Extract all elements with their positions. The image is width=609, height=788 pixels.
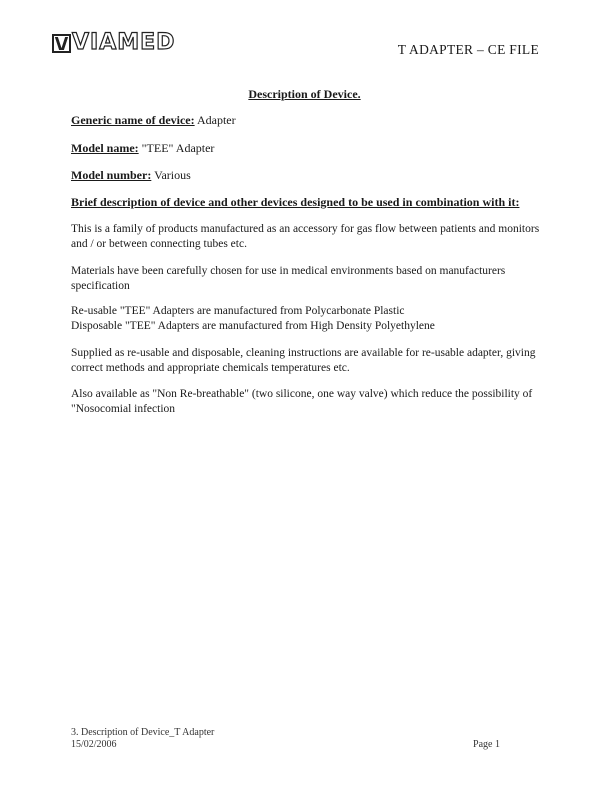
brief-description-heading: Brief description of device and other devices designed to be used in combination with it:	[71, 195, 520, 209]
model-number-field	[71, 168, 191, 183]
model-name-value: "TEE" Adapter	[141, 141, 215, 155]
company-logo	[52, 32, 175, 54]
logo-mark-icon	[52, 34, 71, 53]
paragraph-supply: Supplied as re-usable and disposable, cleaning instructions are available for re-usable adapter, giving correct methods and appropriate chemicals temperatures etc.	[71, 347, 536, 374]
footer-file-name: 3. Description of Device_T Adapter	[71, 727, 215, 738]
footer-date: 15/02/2006	[71, 739, 117, 750]
model-name-field	[71, 141, 214, 156]
generic-name-field	[71, 113, 236, 128]
model-number-value: Various	[154, 168, 191, 182]
generic-name-value: Adapter	[196, 113, 236, 127]
model-number-label: Model number:	[71, 168, 152, 182]
paragraph-materials: Materials have been carefully chosen for use in medical environments based on manufacturers specification	[71, 265, 506, 292]
paragraph-manufacture: Re-usable "TEE" Adapters are manufactured from Polycarbonate Plastic Disposable "TEE" Adapters are manufactured from High Density Polyethylene	[71, 305, 435, 332]
section-title: Description of Device.	[248, 87, 361, 101]
generic-name-label: Generic name of device:	[71, 113, 195, 127]
footer-page-number: Page 1	[473, 739, 500, 750]
paragraph-availability: Also available as "Non Re-breathable" (two silicone, one way valve) which reduce the possibility of "Nosocomial infection	[71, 388, 533, 415]
footer-file-info	[71, 727, 214, 751]
logo-text: VIAMED	[72, 30, 176, 55]
model-name-label: Model name:	[71, 141, 139, 155]
paragraph-purpose: This is a family of products manufactured as an accessory for gas flow between patients and monitors and / or between connecting tubes etc.	[71, 223, 540, 250]
document-title: T ADAPTER – CE FILE	[397, 42, 539, 57]
